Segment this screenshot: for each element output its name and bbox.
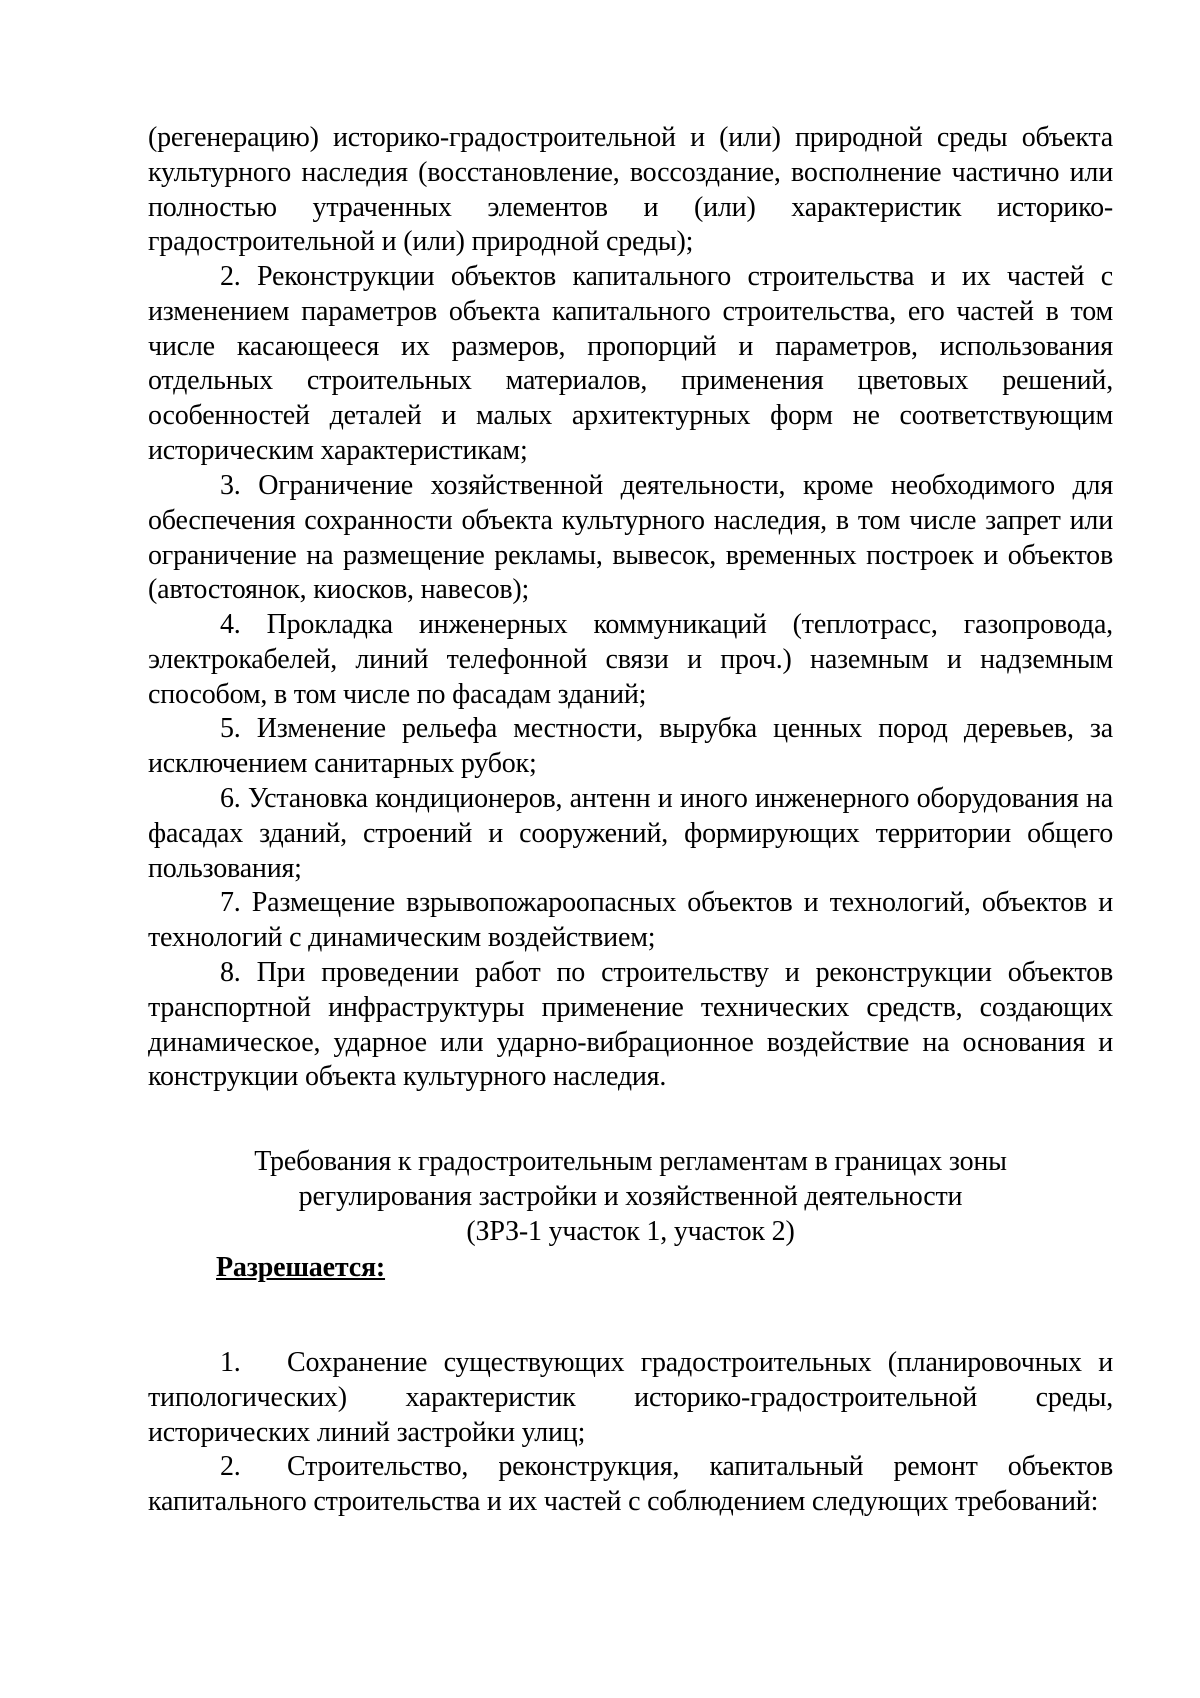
- paragraph-item-5: 5. Изменение рельефа местности, вырубка ценных пород деревьев, за исключением санитарных рубок;: [148, 713, 1113, 779]
- section-heading-line-3: (ЗРЗ-1 участок 1, участок 2): [466, 1215, 795, 1247]
- paragraph-item-4: 4. Прокладка инженерных коммуникаций (теплотрасс, газопровода, электрокабелей, линий телефонной связи и проч.) наземным и надземным способом, в том числе по фасадам зданий;: [148, 609, 1113, 710]
- allowed-item-1-text: Сохранение существующих градостроительных (планировочных и типологических) характеристик историко-градостроительной среды, исторических линий застройки улиц;: [148, 1347, 1113, 1448]
- section-heading-line-1: Требования к градостроительным регламентам в границах зоны: [254, 1146, 1007, 1177]
- paragraph-item-2: 2. Реконструкции объектов капитального строительства и их частей с изменением параметров объекта капитального строительства, его частей в том числе касающееся их размеров, пропорций и параметров, использования отдельных строительных материалов, применения цветовых решений, особенностей деталей и малых архитектурных форм не соответствующим историческим характеристикам;: [148, 261, 1113, 466]
- paragraph-item-3: 3. Ограничение хозяйственной деятельности, кроме необходимого для обеспечения сохранности объекта культурного наследия, в том числе запрет или ограничение на размещение рекламы, вывесок, временных построек и объектов (автостоянок, киосков, навесов);: [148, 470, 1113, 606]
- allowed-title: Разрешается:: [216, 1252, 386, 1283]
- paragraph-item-8: 8. При проведении работ по строительству и реконструкции объектов транспортной инфраструктуры применение технических средств, создающих динамическое, ударное или ударно-вибрационное воздействие на основания и конструкции объекта культурного наследия.: [148, 957, 1113, 1093]
- allowed-item-1-number: 1.: [220, 1347, 241, 1378]
- paragraph-item-7: 7. Размещение взрывопожароопасных объектов и технологий, объектов и технологий с динамическим воздействием;: [148, 887, 1113, 953]
- allowed-item-2-text: Строительство, реконструкция, капитальный ремонт объектов капитального строительства и их частей с соблюдением следующих требований:: [148, 1451, 1113, 1517]
- section-heading: [148, 1145, 1113, 1249]
- paragraph-item-6: 6. Установка кондиционеров, антенн и иного инженерного оборудования на фасадах зданий, строений и сооружений, формирующих территории общего пользования;: [148, 783, 1113, 884]
- section-heading-line-2: регулирования застройки и хозяйственной деятельности: [298, 1180, 963, 1212]
- paragraph-intro: (регенерацию) историко-градостроительной и (или) природной среды объекта культурного наследия (восстановление, воссоздание, восполнение частично или полностью утраченных элементов и (или) характеристик историко-градостроительной и (или) природной среды);: [148, 122, 1113, 258]
- allowed-item-1: [148, 1346, 1113, 1450]
- allowed-item-2-number: 2.: [220, 1451, 241, 1482]
- allowed-item-2: [148, 1450, 1113, 1520]
